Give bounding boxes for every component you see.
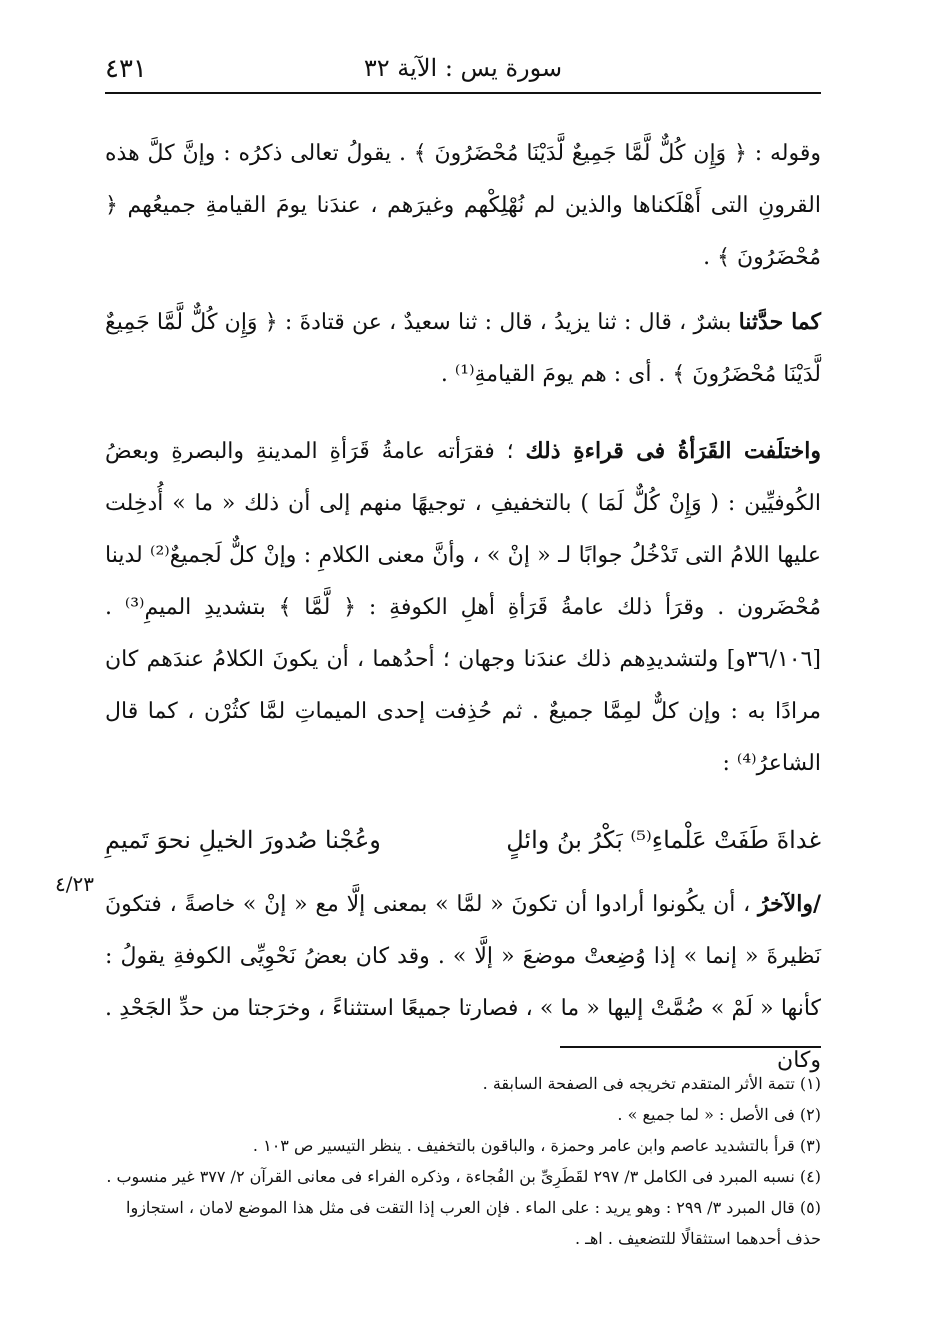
footnote-rule (560, 1046, 821, 1048)
page-header (105, 48, 821, 92)
paragraph-4-text: ، أن يكُونوا أرادوا أن تكونَ « لمَّا » بمعنى إلَّا مع « إنْ » خاصةً ، فتكونَ نَظيرةَ « إنما » إذا وُضِعتْ موضعَ « إلَّا » . وقد كان بعضُ نَحْوِيِّى الكوفةِ يقولُ : كأنها « لَمْ » ضُمَّتْ إليها « ما » ، فصارتا جميعًا استثناءً ، وخرَجتا من حدِّ الجَحْدِ . وكان (105, 892, 821, 1073)
running-title: سورة يس : الآية ٣٢ (363, 54, 563, 82)
footnote-3: (٣) قرأ بالتشديد عاصم وابن عامر وحمزة ، والباقون بالتخفيف . ينظر التيسير ص ١٠٣ . (252, 1136, 821, 1155)
paragraph-3-lead: واختلَفت القَرَأةُ فى قراءةِ ذلك (525, 438, 821, 464)
footnote-2: (٢) فى الأصل : « لما جميع » . (617, 1105, 821, 1124)
footnote-1: (١) تتمة الأثر المتقدم تخريجه فى الصفحة السابقة . (482, 1074, 821, 1093)
page-number: ٤٣١ (105, 54, 147, 84)
footnote-4: (٤) نسبه المبرد فى الكامل ٣/ ٢٩٧ لقَطَرِىِّ بن الفُجاءة ، وذكره الفراء فى معانى القرآن ٢/ ٣٧٧ غير منسوب . (106, 1167, 821, 1186)
paragraph-3 (105, 425, 821, 790)
paragraph-3-text: ؛ فقرَأته عامةُ قَرَأةِ المدينةِ والبصرةِ وبعضُ الكُوفيِّين : ( وَإِنْ كُلٌّ لَمَا ) بالتخفيفِ ، توجيهًا منهم إلى أن ذلك « ما » أُدخِلت عليها اللامُ التى تَدْخُلُ جوابًا لـ « إنْ » ، وأنَّ معنى الكلامِ : وإنْ كلٌّ لَجميعٌ⁽²⁾ لدينا مُحْضَرون . وقرَأ ذلك عامةُ قَرَأةِ أهلِ الكوفةِ : ﴿ لَّمَّا ﴾ بتشديدِ الميمِ⁽³⁾ . [٣٦/١٠٦و] ولتشديدِهم ذلك عندَنا وجهان ؛ أحدُهما ، أن يكونَ الكلامُ عندَهم كان مرادًا به : وإن كلٌّ لمِمَّا جميعٌ . ثم حُذِفت إحدى الميماتِ لمَّا كثُرْن ، كما قال الشاعرُ⁽⁴⁾ : (105, 439, 821, 776)
poetry-verse (105, 812, 821, 868)
footnotes (105, 1068, 821, 1254)
footnote-5: (٥) قال المبرد ٣/ ٢٩٩ : وهو يريد : على الماء . فإن العرب إذا التقت فى مثل هذا الموضع لامان ، استجازوا حذف أحدهما استثقالًا للتضعيف . اهـ . (126, 1198, 821, 1248)
main-text (105, 128, 821, 1099)
header-rule (105, 92, 821, 94)
paragraph-2-lead: كما حدَّثنا (738, 309, 821, 335)
margin-reference: ٤/٢٣ (55, 872, 94, 896)
paragraph-2 (105, 296, 821, 401)
paragraph-1: وقوله : ﴿ وَإِن كُلٌّ لَّمَّا جَمِيعٌ لَّدَيْنَا مُحْضَرُونَ ﴾ . يقولُ تعالى ذكرُه : وإنَّ كلَّ هذه القرونِ التى أَهْلَكناها والذين لم نُهْلِكْهم وغيرَهم ، عندَنا يومَ القيامةِ جميعُهم ﴿ مُحْضَرُونَ ﴾ . (105, 141, 821, 270)
verse-second-hemistich: وعُجْنا صُدورَ الخيلِ نحوَ تَميمِ (105, 826, 381, 854)
paragraph-4 (105, 878, 821, 1087)
verse-first-hemistich: غداةَ طَفَتْ عَلْماءِ⁽⁵⁾ بَكْرُ بنُ وائلٍ (506, 826, 821, 854)
paragraph-2-text: بشرٌ ، قال : ثنا يزيدُ ، قال : ثنا سعيدٌ ، عن قتادةَ : ﴿ وَإِن كُلٌّ لَّمَّا جَمِيعٌ لَّدَيْنَا مُحْضَرُونَ ﴾ . أى : هم يومَ القيامةِ⁽¹⁾ . (105, 310, 821, 387)
paragraph-4-lead: /والآخرُ (757, 891, 821, 917)
